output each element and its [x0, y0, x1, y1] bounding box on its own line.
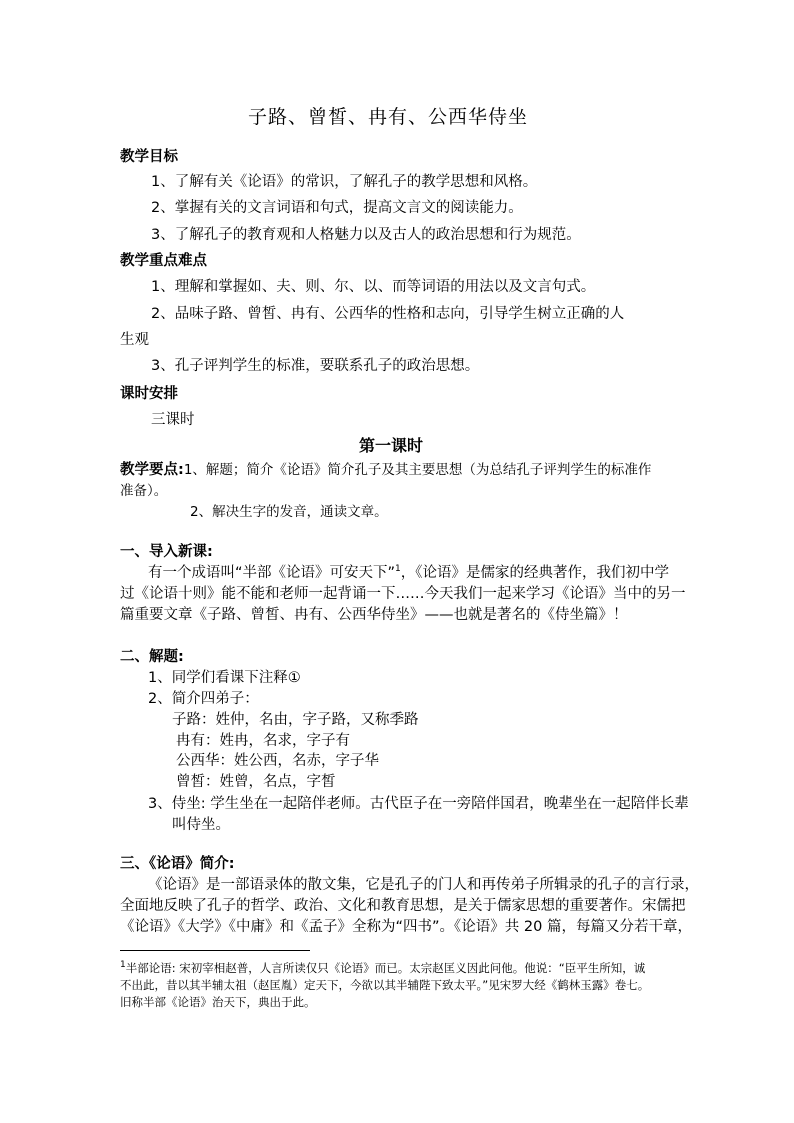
paragraph-line: 《论语》《大学》《中庸》和《孟子》全称为“四书”。《论语》共 20 篇，每篇又分若干章， [120, 919, 692, 935]
paragraph-line: 《论语》是一部语录体的散文集，它是孔子的门人和再传弟子所辑录的孔子的言行录， [148, 877, 699, 893]
paragraph-line [148, 563, 669, 583]
goal-item: 3、了解孔子的教育观和人格魅力以及古人的政治思想和行为规范。 [151, 227, 581, 243]
keypoint-item: 1、理解和掌握如、夫、则、尔、以、而等词语的用法以及文言句式。 [151, 279, 596, 295]
paragraph-line: 过《论语十则》能不能和老师一起背诵一下……今天我们一起来学习《论语》当中的另一 [120, 586, 686, 602]
schedule-heading: 课时安排 [120, 386, 178, 402]
page-title: 子路、曾皙、冉有、公西华侍坐 [248, 106, 529, 128]
paragraph-line: 篇重要文章《子路、曾皙、冉有、公西华侍坐》——也就是著名的《侍坐篇》！ [120, 607, 628, 623]
list-item-continuation: 叫侍坐。 [172, 817, 230, 833]
list-item: 2、简介四弟子： [148, 691, 259, 707]
goals-heading: 教学目标 [120, 149, 178, 165]
disciple-item: 曾皙：姓曾，名点，字皙 [176, 774, 336, 790]
disciple-item: 冉有：姓冉，名求，字子有 [176, 733, 350, 749]
paragraph-line: 全面地反映了孔子的哲学、政治、文化和教育思想，是关于儒家思想的重要著作。宋儒把 [120, 898, 686, 914]
footnote-divider [120, 950, 310, 951]
footnote-ref: 1 [395, 564, 401, 575]
disciple-item: 子路：姓仲，名由，字子路，又称季路 [172, 712, 419, 728]
keypoints-heading: 教学重点难点 [120, 253, 207, 269]
lesson-heading: 第一课时 [359, 436, 424, 455]
lesson-focus-text: 1、解题；简介《论语》简介孔子及其主要思想（为总结孔子评判学生的标准作 [183, 462, 652, 478]
footnote-number: 1 [120, 960, 126, 971]
footnote-line: 不出此，昔以其半辅太祖（赵匡胤）定天下，今欲以其半辅陛下致太平。”见宋罗大经《鹤林玉露》卷七。 [120, 978, 650, 992]
footnote-line: 旧称半部《论语》治天下，典出于此。 [120, 995, 316, 1009]
paragraph-text: ，《论语》是儒家的经典著作，我们初中学 [400, 565, 670, 581]
lesson-focus-item: 2、解决生字的发音，通读文章。 [190, 504, 388, 520]
keypoint-item: 3、孔子评判学生的标准，要联系孔子的政治思想。 [151, 358, 480, 374]
goal-item: 2、掌握有关的文言词语和句式，提高文言文的阅读能力。 [151, 200, 523, 216]
keypoint-item-continuation: 生观 [120, 332, 149, 348]
paragraph-text: 有一个成语叫“半部《论语》可安天下” [148, 565, 396, 581]
footnote-line [120, 960, 645, 976]
footnote-text: 半部论语: 宋初宰相赵普，人言所读仅只《论语》而已。太宗赵匡义因此问他。他说：“臣平生所知，诚 [125, 961, 646, 975]
lesson-focus-label: 教学要点: [120, 462, 184, 478]
disciple-item: 公西华：姓公西，名赤，字子华 [176, 753, 379, 769]
list-item: 1、同学们看课下注释① [148, 670, 301, 686]
schedule-value: 三课时 [151, 412, 195, 428]
lesson-focus-line [120, 460, 651, 480]
section-heading: 三、《论语》简介: [120, 856, 235, 872]
keypoint-item: 2、品味子路、曾皙、冉有、公西华的性格和志向，引导学生树立正确的人 [151, 306, 625, 322]
section-heading: 二、解题: [120, 649, 184, 665]
section-heading: 一、导入新课: [120, 544, 213, 560]
list-item: 3、侍坐: 学生坐在一起陪伴老师。古代臣子在一旁陪伴国君，晚辈坐在一起陪伴长辈 [148, 796, 689, 812]
lesson-focus-continuation: 准备）。 [120, 483, 168, 499]
goal-item: 1、了解有关《论语》的常识，了解孔子的教学思想和风格。 [151, 174, 538, 190]
